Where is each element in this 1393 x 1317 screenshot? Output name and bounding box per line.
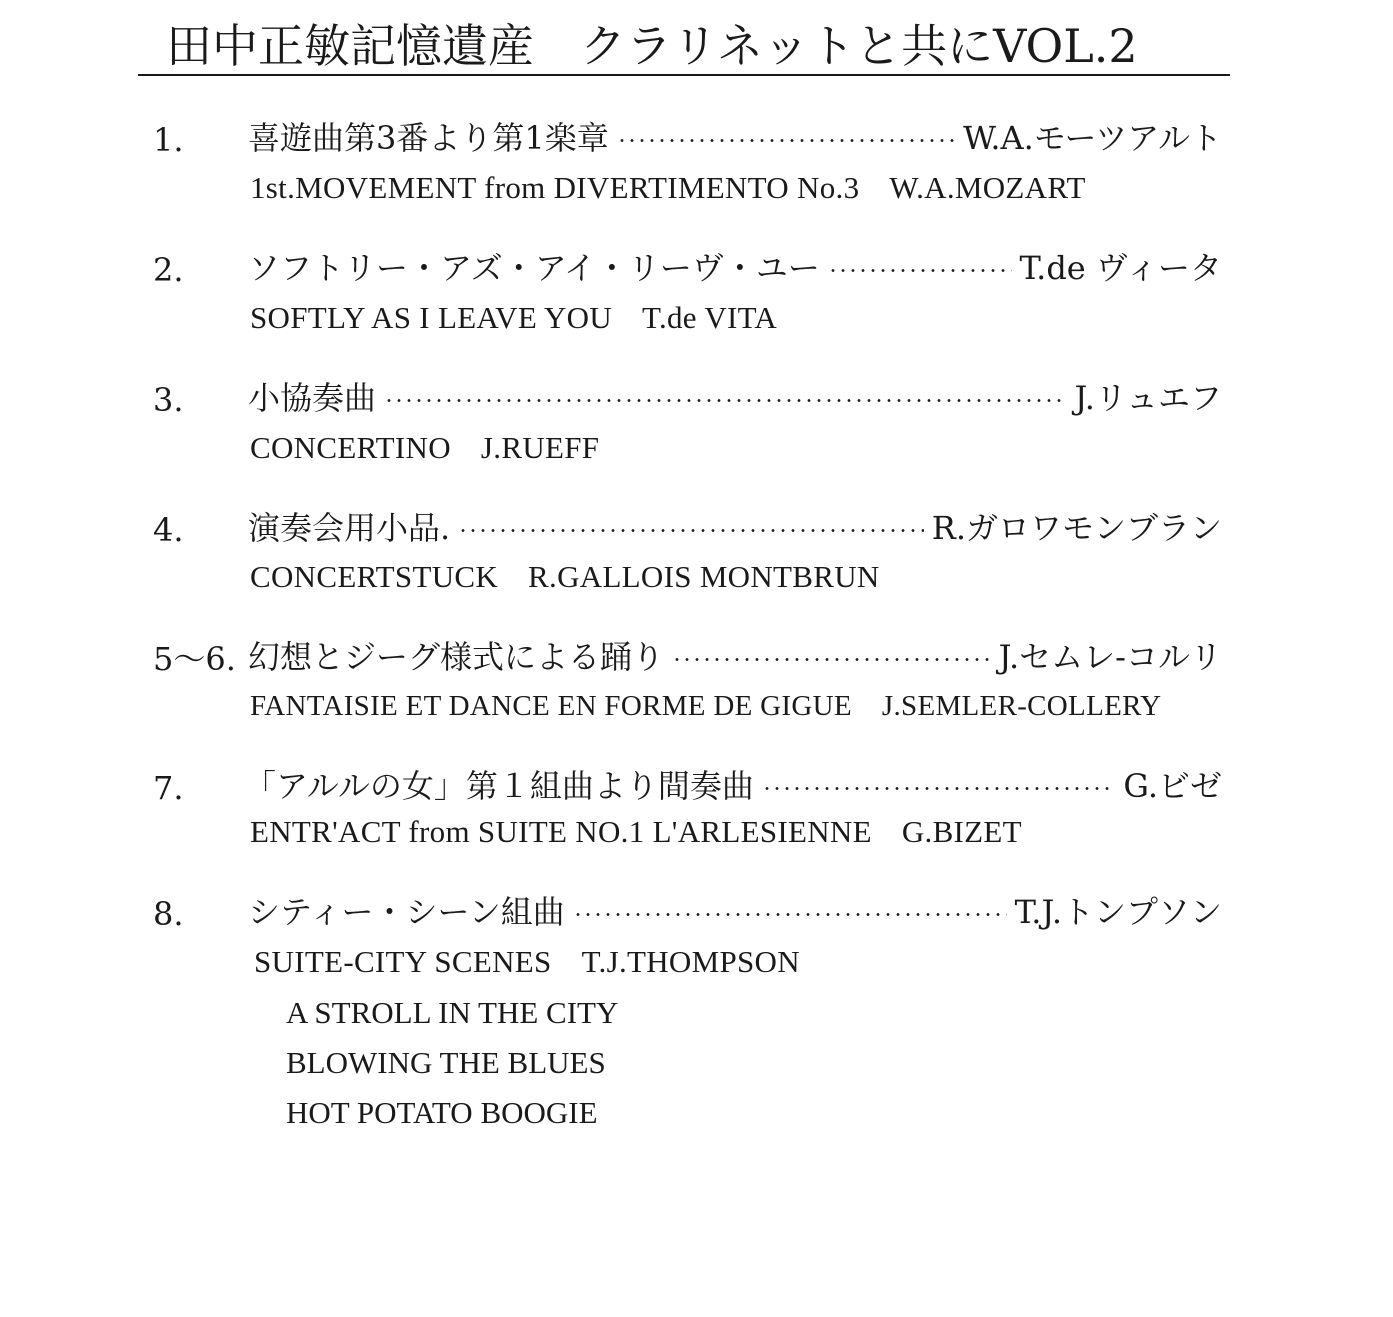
track-jp-composer: W.A.モーツアルト bbox=[963, 119, 1222, 157]
track-en-line bbox=[250, 168, 1086, 208]
track-en-composer: J.SEMLER-COLLERY bbox=[881, 690, 1162, 722]
track-number: 1. bbox=[153, 121, 184, 159]
track-jp-line bbox=[248, 242, 1222, 290]
track-jp-title: シティー・シーン組曲 bbox=[248, 893, 565, 931]
track-en-title: SOFTLY AS I LEAVE YOU bbox=[250, 300, 613, 335]
dotted-leader bbox=[672, 658, 991, 661]
track-jp-composer: J.リュエフ bbox=[1074, 379, 1222, 417]
track-jp-title: ソフトリー・アズ・アイ・リーヴ・ユー bbox=[248, 249, 820, 287]
track-jp-line bbox=[248, 631, 1222, 679]
track-en-title: SUITE-CITY SCENES bbox=[254, 944, 552, 979]
track-en-composer: T.de VITA bbox=[642, 300, 778, 335]
dotted-leader bbox=[828, 269, 1012, 272]
track-en-line bbox=[250, 557, 880, 597]
track-jp-composer: G.ビゼ bbox=[1123, 767, 1222, 805]
dotted-leader bbox=[384, 399, 1066, 402]
track-jp-line bbox=[248, 112, 1222, 160]
track-jp-line bbox=[248, 886, 1222, 934]
track-jp-title: 「アルルの女」第１組曲より間奏曲 bbox=[244, 767, 754, 805]
track-en-line bbox=[250, 686, 1161, 726]
track-jp-title: 演奏会用小品. bbox=[248, 509, 451, 547]
track-number: 2. bbox=[153, 251, 184, 289]
track-en-line bbox=[250, 812, 1022, 852]
track-en-line bbox=[250, 298, 777, 338]
track-en-line bbox=[250, 428, 599, 468]
track-en-title: FANTAISIE ET DANCE EN FORME DE GIGUE bbox=[250, 690, 852, 722]
track-jp-line bbox=[244, 760, 1222, 808]
track-en-title: 1st.MOVEMENT from DIVERTIMENTO No.3 bbox=[250, 170, 860, 205]
dotted-leader bbox=[573, 913, 1007, 916]
track-number: 8. bbox=[153, 895, 184, 933]
track-jp-title: 幻想とジーグ様式による踊り bbox=[248, 638, 665, 676]
movement-item: BLOWING THE BLUES bbox=[286, 1045, 606, 1080]
track-jp-line bbox=[248, 502, 1222, 550]
track-jp-title: 喜遊曲第3番より第1楽章 bbox=[248, 119, 609, 157]
track-number: 4. bbox=[153, 511, 184, 549]
title-underline bbox=[138, 74, 1230, 76]
track-number: 3. bbox=[153, 381, 184, 419]
dotted-leader bbox=[617, 139, 955, 142]
document-title: 田中正敏記憶遺産 クラリネットと共にVOL.2 bbox=[166, 19, 1138, 73]
track-en-line bbox=[254, 942, 800, 982]
track-jp-composer: T.J.トンプソン bbox=[1014, 893, 1222, 931]
track-jp-title: 小協奏曲 bbox=[248, 379, 377, 417]
track-en-title: ENTR'ACT from SUITE NO.1 L'ARLESIENNE bbox=[250, 814, 872, 849]
dotted-leader bbox=[458, 529, 924, 532]
movement-item: A STROLL IN THE CITY bbox=[286, 995, 619, 1030]
track-jp-composer: T.de ヴィータ bbox=[1019, 249, 1222, 287]
track-en-composer: G.BIZET bbox=[901, 814, 1022, 849]
track-jp-line bbox=[248, 372, 1222, 420]
track-en-composer: J.RUEFF bbox=[480, 430, 600, 465]
track-number: 7. bbox=[153, 769, 184, 807]
track-en-composer: W.A.MOZART bbox=[889, 170, 1086, 205]
dotted-leader bbox=[762, 787, 1115, 790]
track-number: 5～6. bbox=[153, 640, 236, 678]
track-jp-composer: R.ガロワモンブラン bbox=[931, 509, 1222, 547]
track-en-title: CONCERTSTUCK bbox=[250, 559, 499, 594]
track-en-composer: T.J.THOMPSON bbox=[581, 944, 800, 979]
movement-item: HOT POTATO BOOGIE bbox=[286, 1095, 598, 1130]
track-en-composer: R.GALLOIS MONTBRUN bbox=[528, 559, 880, 594]
track-jp-composer: J.セムレ-コルリ bbox=[998, 638, 1222, 676]
track-en-title: CONCERTINO bbox=[250, 430, 451, 465]
